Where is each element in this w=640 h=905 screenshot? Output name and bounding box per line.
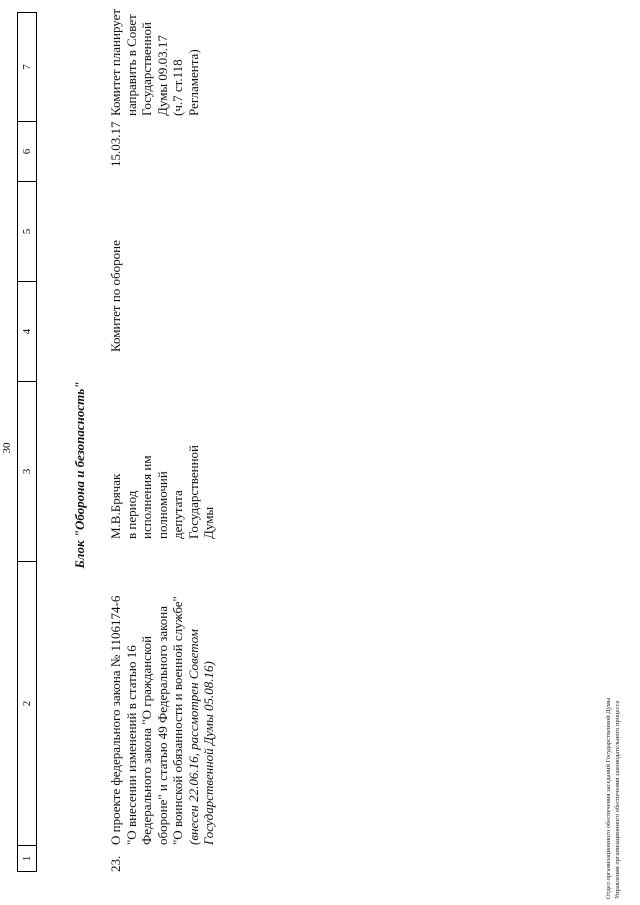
- committee: Комитет по обороне: [108, 240, 123, 352]
- initiator-line: исполнения им: [139, 455, 154, 539]
- description-line: "О внесении изменений в статью 16: [123, 645, 139, 845]
- note-line: (ч.7 ст.118: [170, 59, 185, 116]
- description-line: "О воинской обязанности и военной службе": [170, 596, 185, 845]
- header-col-2: 2: [18, 561, 36, 845]
- description-italic-line: Государственной Думы 05.08.16): [201, 661, 216, 845]
- header-col-4: 4: [18, 281, 36, 381]
- date: 15.03.17: [108, 121, 123, 167]
- note-line: Государственной: [139, 21, 154, 116]
- note-line: Регламента): [185, 49, 201, 116]
- description-line: Федерального закона "О гражданской: [139, 635, 154, 845]
- header-col-1: 1: [18, 845, 36, 871]
- header-col-3: 3: [18, 381, 36, 561]
- footer: [604, 299, 622, 899]
- table-header: [17, 12, 37, 872]
- note-line: направить в Совет: [123, 14, 139, 116]
- note: [108, 8, 201, 116]
- initiator-line: Государственной: [185, 444, 201, 539]
- description-line: О проекте федерального закона № 1106174-6: [108, 595, 123, 845]
- header-col-7: 7: [21, 64, 33, 70]
- footer-line-1: Отдел организационного обеспечения заседаний Государственной Думы: [605, 697, 612, 899]
- block-title: Блок "Оборона и безопасность": [72, 381, 87, 569]
- initiator: [108, 439, 217, 539]
- note-line: Комитет планирует: [108, 8, 123, 116]
- header-col-5: 5: [18, 181, 36, 281]
- initiator-line: Думы: [201, 506, 216, 539]
- header-col-6: 6: [18, 121, 36, 181]
- initiator-line: депутата: [170, 490, 185, 539]
- footer-line-2: Управления организационного обеспечения законодательного процесса: [614, 700, 621, 899]
- initiator-line: в период: [123, 490, 139, 539]
- initiator-line: полномочий: [154, 471, 170, 539]
- description-line: обороне" и статью 49 Федерального закона: [154, 605, 170, 845]
- description-italic-line: (внесен 22.06.16, рассмотрен Советом: [185, 629, 201, 845]
- initiator-line: М.В.Брячак: [108, 473, 123, 539]
- row-number: 23.: [108, 855, 123, 872]
- page-number: 30: [1, 442, 13, 454]
- note-line: Думы 09.03.17: [154, 35, 170, 116]
